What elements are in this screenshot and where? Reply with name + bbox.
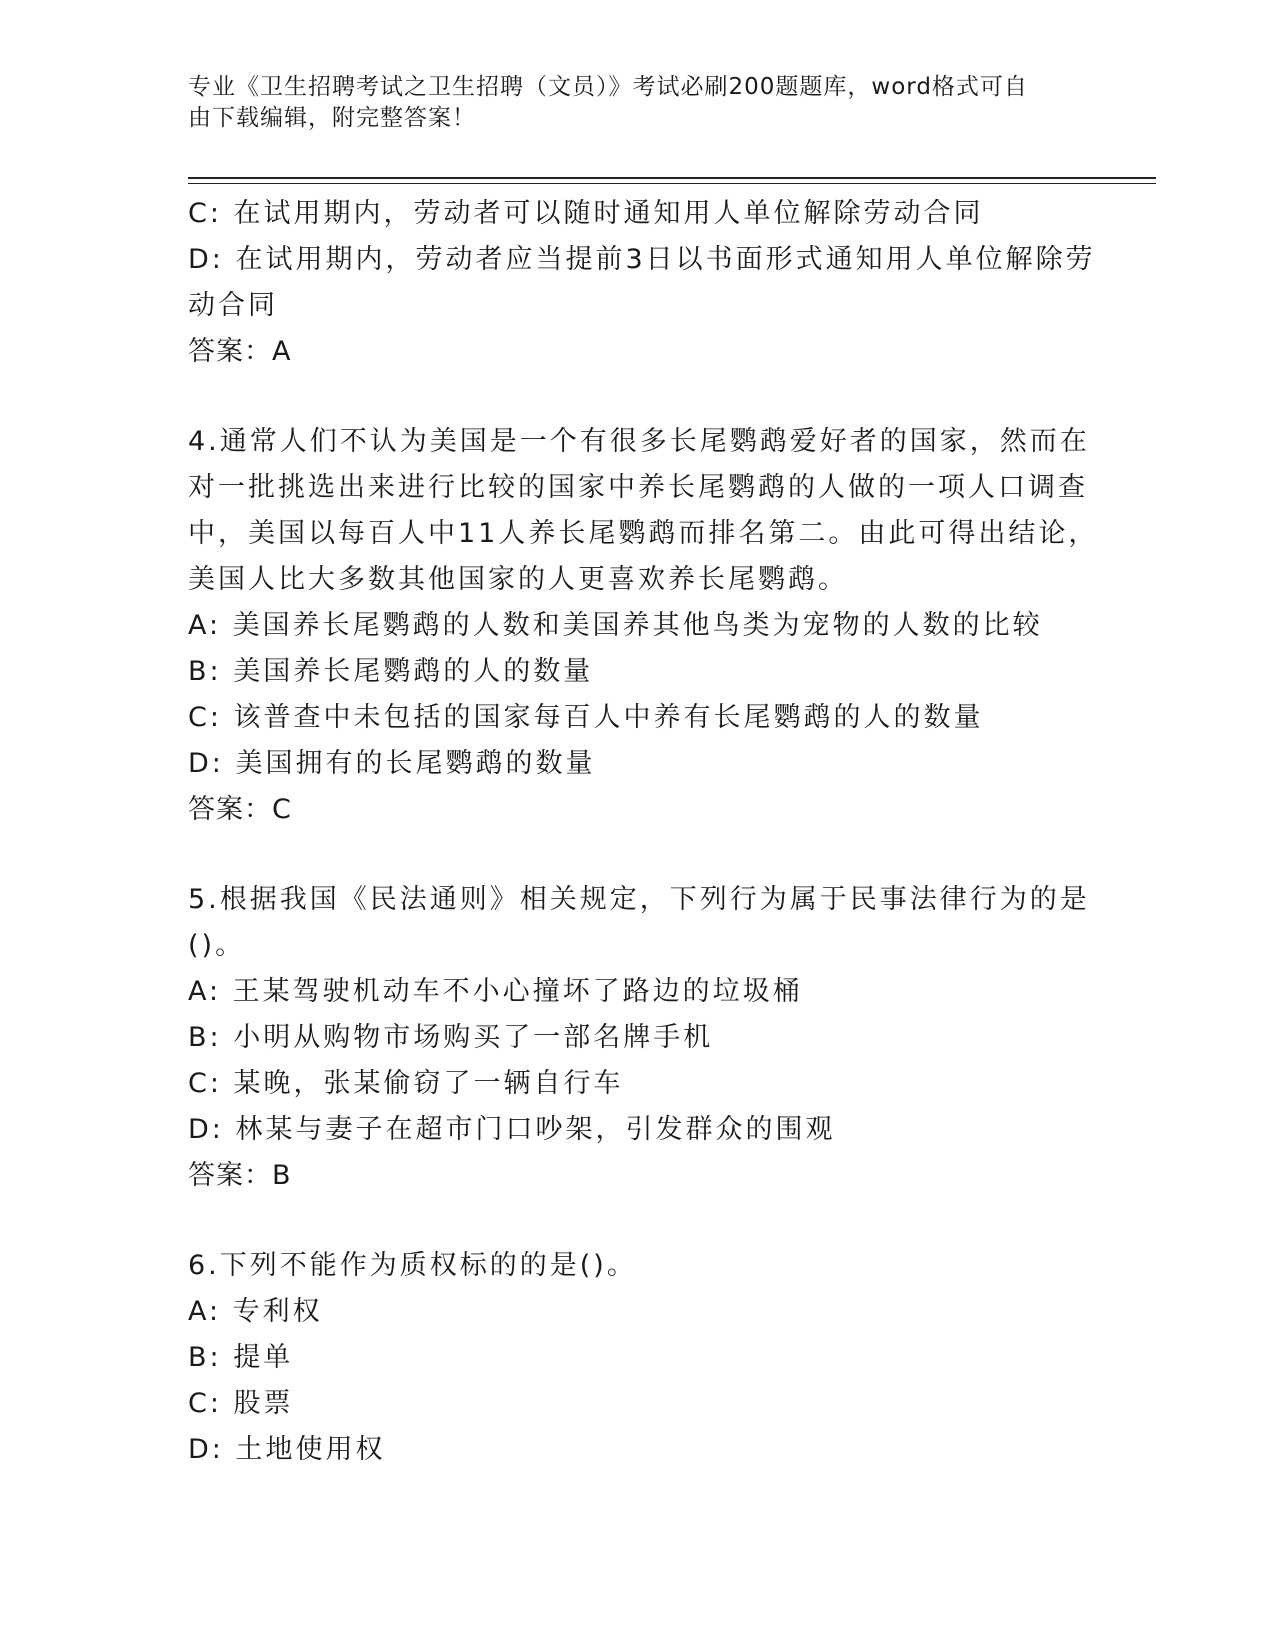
question-4 bbox=[188, 419, 1099, 833]
q3-answer: 答案：A bbox=[188, 336, 292, 367]
question-6 bbox=[188, 1243, 1088, 1473]
q5-answer: 答案：B bbox=[188, 1160, 292, 1191]
q5-option-a: A: 王某驾驶机动车不小心撞坏了路边的垃圾桶 bbox=[188, 976, 803, 1007]
header-divider-thin bbox=[188, 183, 1156, 184]
spacer bbox=[188, 833, 1088, 877]
q3-option-d-line-1: D: 在试用期内，劳动者应当提前3日以书面形式通知用人单位解除劳 bbox=[188, 244, 1096, 275]
q5-stem-line-1: 5.根据我国《民法通则》相关规定，下列行为属于民事法律行为的是 bbox=[188, 884, 1090, 915]
header-title-line-2: 由下载编辑，附完整答案！ bbox=[188, 105, 476, 131]
q6-option-b: B: 提单 bbox=[188, 1342, 294, 1373]
q5-option-c: C: 某晚，张某偷窃了一辆自行车 bbox=[188, 1068, 624, 1099]
q4-stem-line-4: 美国人比大多数其他国家的人更喜欢养长尾鹦鹉。 bbox=[188, 564, 848, 595]
question-content bbox=[188, 191, 1099, 1473]
q5-option-b: B: 小明从购物市场购买了一部名牌手机 bbox=[188, 1022, 714, 1053]
question-3-tail bbox=[188, 191, 1096, 375]
q4-stem-line-2: 对一批挑选出来进行比较的国家中养长尾鹦鹉的人做的一项人口调查 bbox=[188, 472, 1088, 503]
q3-option-d-line-2: 动合同 bbox=[188, 290, 278, 321]
q4-stem-line-3: 中，美国以每百人中11人养长尾鹦鹉而排名第二。由此可得出结论， bbox=[188, 518, 1099, 549]
q6-option-d: D: 土地使用权 bbox=[188, 1434, 386, 1465]
q4-option-b: B: 美国养长尾鹦鹉的人的数量 bbox=[188, 656, 594, 687]
spacer bbox=[188, 375, 1088, 419]
q3-option-c: C: 在试用期内，劳动者可以随时通知用人单位解除劳动合同 bbox=[188, 198, 984, 229]
q4-option-a: A: 美国养长尾鹦鹉的人数和美国养其他鸟类为宠物的人数的比较 bbox=[188, 610, 1043, 641]
header-divider-thick bbox=[188, 177, 1156, 179]
q5-option-d: D: 林某与妻子在超市门口吵架，引发群众的围观 bbox=[188, 1114, 836, 1145]
q4-option-d: D: 美国拥有的长尾鹦鹉的数量 bbox=[188, 748, 596, 779]
q5-stem-line-2: ()。 bbox=[188, 930, 246, 961]
header-title-line-1: 专业《卫生招聘考试之卫生招聘（文员）》考试必刷200题题库，word格式可自 bbox=[188, 74, 1028, 100]
document-header bbox=[188, 72, 1068, 134]
question-5 bbox=[188, 877, 1088, 1199]
q6-option-c: C: 股票 bbox=[188, 1388, 294, 1419]
q4-answer: 答案：C bbox=[188, 794, 292, 825]
q6-option-a: A: 专利权 bbox=[188, 1296, 323, 1327]
spacer bbox=[188, 1199, 1088, 1243]
q4-option-c: C: 该普查中未包括的国家每百人中养有长尾鹦鹉的人的数量 bbox=[188, 702, 984, 733]
q6-stem-line-1: 6.下列不能作为质权标的的是()。 bbox=[188, 1250, 637, 1281]
q4-stem-line-1: 4.通常人们不认为美国是一个有很多长尾鹦鹉爱好者的国家，然而在 bbox=[188, 426, 1090, 457]
